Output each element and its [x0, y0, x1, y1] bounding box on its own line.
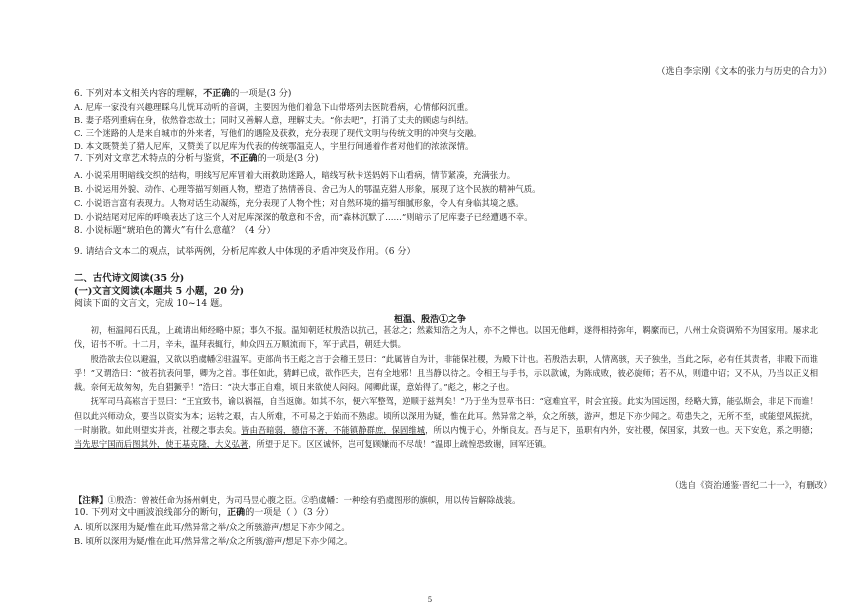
emphasis-text: 不正确 [203, 89, 231, 99]
question-6-option-d: D. 本文既赞美了猎人尼库，又赞美了以尼库为代表的传统鄂温克人，宇里行间通着作者对他们的浓浓深情。 [74, 141, 474, 151]
question-6-option-b: B. 妻子塔列重病在身，依然眷恋故土；同时又善解人意，理解丈夫。“你去吧”，打消了丈夫的顾虑与纠结。 [74, 115, 474, 125]
source-citation-top: （选自李宗刚《文本的张力与历史的合力》） [656, 67, 832, 77]
question-6-stem: 6. 下列对本文相关内容的理解，不正确的一项是(3 分) [74, 89, 292, 99]
underlined-sentence: 当先思宁国而后图其外，使王基克隆，大义弘著 [74, 439, 249, 450]
passage-body [74, 323, 818, 452]
note-text: ①殷浩：曾被任命为扬州刺史，为司马昱心腹之臣。②驺虞幡：一种绘有驺虞图形的旗帜，用以传旨解除战装。 [107, 495, 521, 505]
section-heading: 二、古代诗文阅读(35 分) [74, 273, 185, 284]
wavy-underlined-sentence: 皆由吾暗弱，德信不著，不能镇静群庶，保固维城 [241, 425, 426, 436]
question-7-option-a: A. 小说采用明暗线交织的结构，明线写尼库冒着大雨救助迷路人，暗线写秋卡送妈妈下山看病，情节紧凑，充满张力。 [74, 170, 516, 180]
passage-title: 桓温、殷浩①之争 [393, 315, 466, 325]
question-10-option-b: B. 顷所以深用为疑/惟在此耳/然异常之举/众之所骇/游声/想足下亦少闻之。 [74, 536, 353, 546]
reading-instruction: 阅读下面的文言文，完成 10~14 题。 [74, 299, 229, 309]
emphasis-text: 正确 [227, 508, 246, 518]
question-7-stem: 7. 下列对文章艺术特点的分析与鉴赏，不正确的一项是(3 分) [74, 154, 319, 164]
question-6-option-c: C. 三个迷路的人是来自城市的外来者，写他们的遇险及获救，充分表现了现代文明与传统文明的冲突与交融。 [74, 128, 482, 138]
source-citation-passage: （选自《资治通鉴·晋纪二十一》，有删改） [670, 481, 832, 491]
question-7-option-c: C. 小说语言富有表现力。人物对话生动凝练，充分表现了人物个性；对自然环境的描写细腻形象，令人有身临其境之感。 [74, 198, 524, 208]
passage-paragraph-2: 殷浩欲去位以避温，又欲以驺虞幡②驻温军。吏部尚书王彪之言于会稽王昱曰：“此属皆自为计，非能保社稷，为殿下计也。若殷浩去职，人情离骇，天子独坐，当此之际，必有任其责者，非殿下而谁乎！”又谓浩曰：“彼若抗表问罪，卿为之首。事任如此，猜衅已成，欲作匹夫，岂有全地邪！且当静以待之。令相王与手书，示以款诚，为陈成败，彼必旋师；若不从，则遣中诏；又不从，乃当以正义相裁。奈何无故匆匆，先自猖獗乎！”浩曰：“决大事正自难，顷日来欲使人闷闷。闻卿此谋，意始得了。”彪之，彬之子也。 [74, 353, 818, 393]
question-10-stem: 10. 下列对文中画波浪线部分的断句，正确的一项是（ ）（3 分） [74, 508, 334, 518]
question-9: 9. 请结合文本二的观点，试举两例，分析尼库救人中体现的矛盾冲突及作用。（6 分） [74, 247, 416, 257]
question-7-option-d: D. 小说结尾对尼库的呼唤表达了这三个人对尼库深深的敬意和不舍，而“森林沉默了……”则暗示了尼库妻子已经遭遇不幸。 [74, 212, 533, 222]
question-7-option-b: B. 小说运用外貌、动作、心理等描写刻画人物，塑造了热情善良、舍己为人的鄂温克猎人形象，展现了这个民族的精神气质。 [74, 184, 541, 194]
annotation-note [74, 495, 521, 506]
passage-paragraph-3: 抚军司马高崧言于昱曰：“王宜致书，谕以祸福，自当返旆。如其不尔，便六军整驾，逆顺于兹判矣！”乃于坐为昱草书曰：“寇难宜平，时会宜接。此实为国远图，经略大算，能弘斯会，非足下而谁！但以此兴师动众，要当以资实为本；运转之艰，古人所难，不可易之于始而不熟虑。顷所以深用为疑，惟在此耳。然异常之举，众之所骇，游声，想足下亦少闻之。苟患失之，无所不至，或能望风振扰，一时崩散。如此则望实并丧，社稷之事去矣。皆由吾暗弱，德信不著，不能镇静群庶，保固维城，所以内愧于心，外惭良友。吾与足下，虽职有内外，安社稷，保国家，其致一也。天下安危，系之明德；当先思宁国而后图其外，使王基克隆，大义弘著，所望于足下。区区诚怀，岂可复顾嫌而不尽哉！”温即上疏惶恐致谢，回军还镇。 [74, 396, 818, 450]
question-8: 8. 小说标题“琥珀色的篝火”有什么意蕴？（4 分） [74, 226, 276, 236]
question-6-option-a: A. 尼库一家没有兴趣理睬乌儿恍耳动听的音调，主要因为他们着急下山带塔列去医院看病，心情郁闷沉重。 [74, 102, 474, 112]
passage-paragraph-1: 初，桓温闻石氏乱，上疏请出师经略中原；事久不报。温知朝廷杖殷浩以抗己，甚忿之；然素知浩之为人，亦不之惮也。以国无他衅，遂得相持弥年，羁縻而已，八州士众资调殆不为国家用。屡求北伐，诏书不听。十二月，辛未，温拜表辄行，帅众四五万顺流而下，军于武昌，朝廷大惧。 [74, 325, 818, 350]
page-number: 5 [427, 596, 433, 604]
note-label: 【注释】 [74, 495, 108, 505]
question-10-option-a: A. 顷所以深用为疑/惟在此耳/然异常之举/众之所骇游声/想足下亦少闻之。 [74, 522, 350, 532]
subsection-heading: (一)文言文阅读(本题共 5 小题，20 分) [74, 286, 245, 297]
emphasis-text: 不正确 [230, 154, 258, 164]
